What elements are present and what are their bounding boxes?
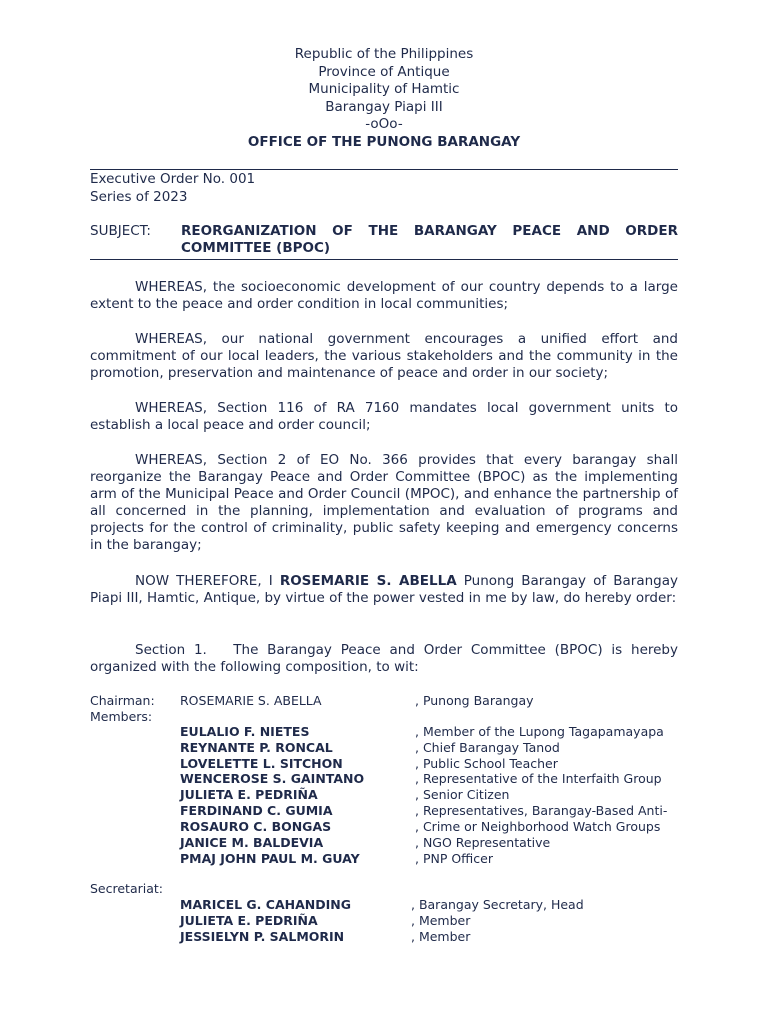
member-row [90,835,690,851]
now-suffix: Punong Barangay of Barangay Piapi III, Hamtic, Antique, by virtue of the power vested in me by law, do hereby order: [90,573,678,606]
secretariat-label-row [90,881,690,897]
order-number: Executive Order No. 001 [90,171,256,187]
header-separator: -oOo- [365,116,403,132]
member-row [90,756,690,772]
section-1-paragraph: Section 1. The Barangay Peace and Order Committee (BPOC) is hereby organized with the following composition, to wit: [90,642,678,675]
secretariat-row [90,913,690,929]
header-divider [90,169,678,170]
secretariat-label: Secretariat: [90,881,163,896]
order-series: Series of 2023 [90,188,188,205]
member-row [90,803,690,819]
secretariat-role: , Member [411,929,471,944]
subject-text: REORGANIZATION OF THE BARANGAY PEACE AND ORDER COMMITTEE (BPOC) [181,223,678,256]
whereas-paragraph-1: WHEREAS, the socioeconomic development of our country depends to a large extent to the peace and order condition in local communities; [90,279,678,312]
member-role: , Member of the Lupong Tagapamayapa [415,724,664,739]
now-therefore-paragraph [90,573,678,607]
member-role: , Public School Teacher [415,756,558,771]
header-country: Republic of the Philippines [294,46,474,62]
chairman-row [90,693,690,709]
member-name: EULALIO F. NIETES [180,724,310,739]
member-role: , Senior Citizen [415,787,510,802]
member-role: , Representative of the Interfaith Group [415,771,662,786]
header-province: Province of Antique [318,63,450,80]
member-role: , NGO Representative [415,835,551,850]
chairman-name: ROSEMARIE S. ABELLA [180,693,322,708]
member-role: , Chief Barangay Tanod [415,740,560,755]
whereas-paragraph-4: WHEREAS, Section 2 of EO No. 366 provides that every barangay shall reorganize the Barangay Peace and Order Committee (BPOC) as the implementing arm of the Municipal Peace and Order Council (MPOC), and enhance the partnership of all concerned in the planning, implementation and evaluation of programs and projects for the control of criminality, public safety keeping and emergency concerns in the barangay; [90,452,678,553]
secretariat-role: , Barangay Secretary, Head [411,897,584,912]
header-municipality: Municipality of Hamtic [308,81,460,97]
member-name: JULIETA E. PEDRIÑA [180,787,318,802]
member-name: ROSAURO C. BONGAS [180,819,332,834]
members-label: Members: [90,709,153,724]
whereas-paragraph-2: WHEREAS, our national government encourages a unified effort and commitment of our local leaders, the various stakeholders and the community in the promotion, preservation and maintenance of peace and order in our society; [90,331,678,381]
letterhead [0,46,768,151]
subject-label: SUBJECT: [90,223,151,239]
whereas-paragraph-3: WHEREAS, Section 116 of RA 7160 mandates local government units to establish a local peace and order council; [90,400,678,433]
member-role: , Representatives, Barangay-Based Anti- [415,803,668,818]
member-row [90,787,690,803]
member-name: FERDINAND C. GUMIA [180,803,333,818]
member-row [90,724,690,740]
secretariat-role: , Member [411,913,471,928]
member-name: WENCEROSE S. GAINTANO [180,771,365,786]
member-row [90,819,690,835]
secretariat-row [90,929,690,945]
secretariat-name: MARICEL G. CAHANDING [180,897,351,912]
member-name: PMAJ JOHN PAUL M. GUAY [180,851,360,866]
punong-barangay-name: ROSEMARIE S. ABELLA [279,573,457,589]
member-name: LOVELETTE L. SITCHON [180,756,343,771]
member-name: REYNANTE P. RONCAL [180,740,333,755]
secretariat-row [90,897,690,913]
secretariat-name: JESSIELYN P. SALMORIN [180,929,345,944]
executive-order-number [90,171,255,206]
header-office: OFFICE OF THE PUNONG BARANGAY [247,133,521,150]
header-barangay: Barangay Piapi III [325,98,443,115]
secretariat-name: JULIETA E. PEDRIÑA [180,913,318,928]
subject-divider [90,259,678,260]
member-row [90,851,690,867]
chairman-label: Chairman: [90,693,155,708]
member-role: , PNP Officer [415,851,493,866]
chairman-role: , Punong Barangay [415,693,534,708]
member-row [90,771,690,787]
member-name: JANICE M. BALDEVIA [180,835,324,850]
member-row [90,740,690,756]
members-label-row [90,709,690,725]
member-role: , Crime or Neighborhood Watch Groups [415,819,661,834]
now-prefix: NOW THEREFORE, I [135,573,280,589]
